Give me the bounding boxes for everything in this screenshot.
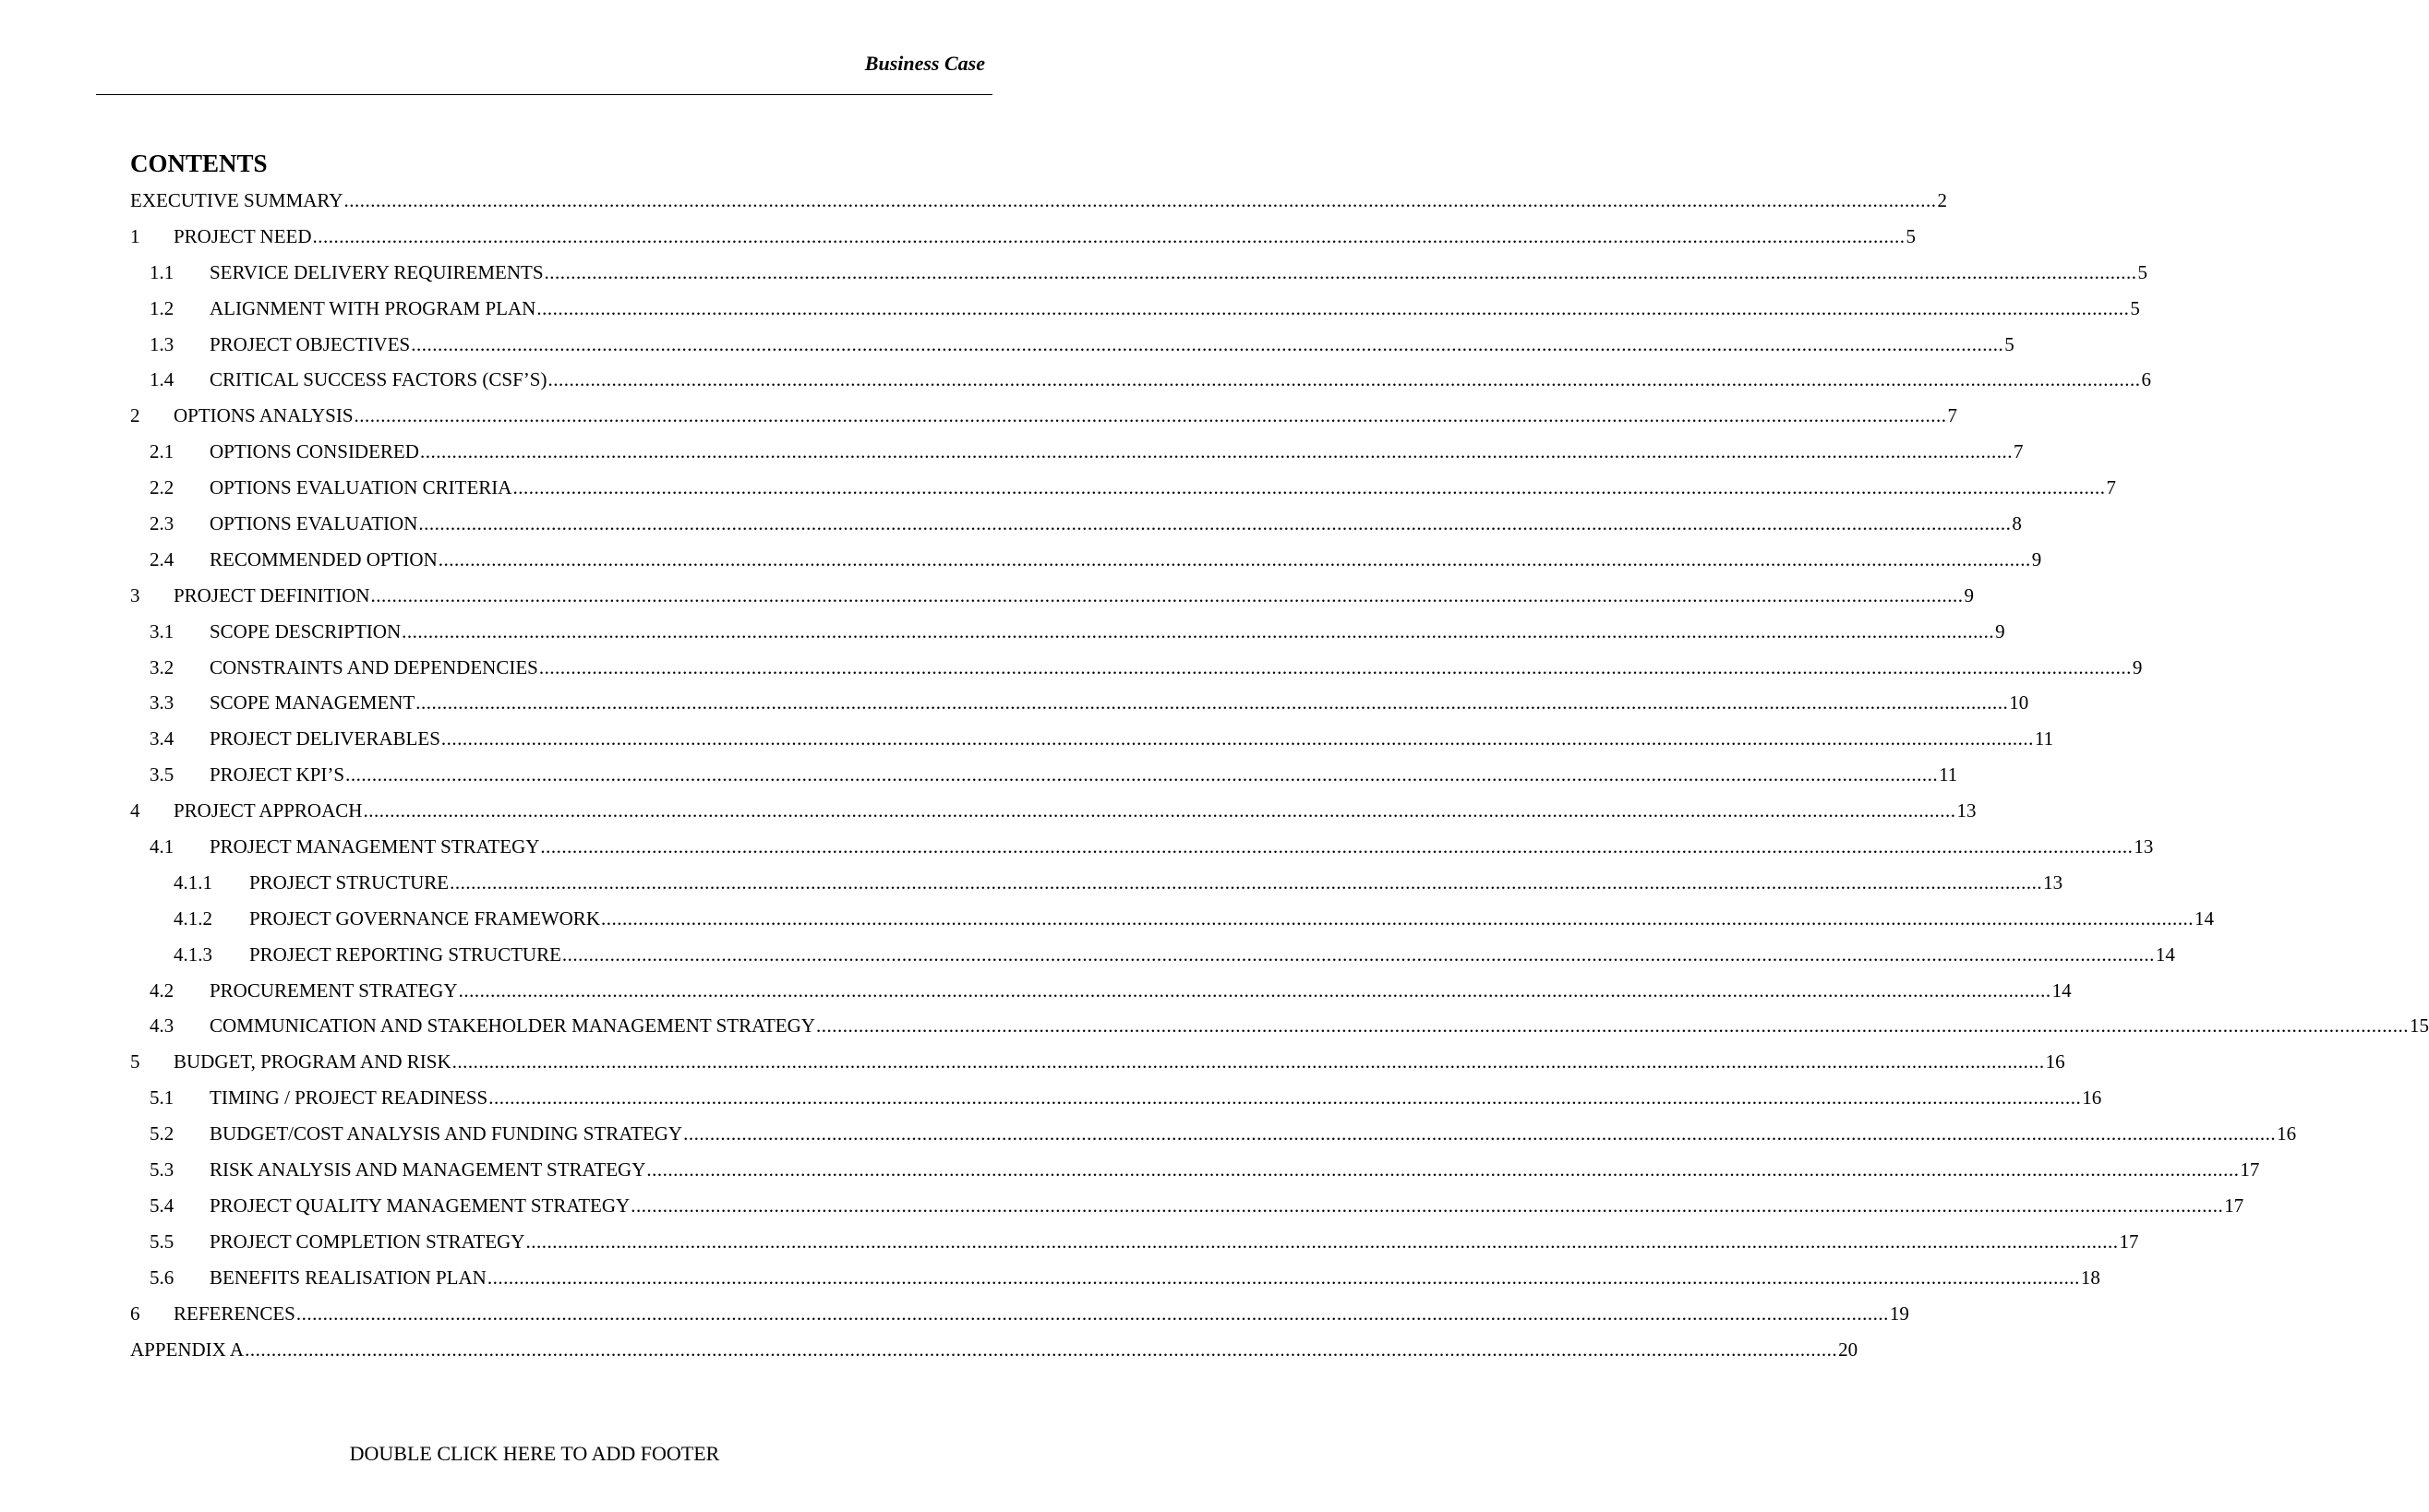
toc-dot-leader: ............................................................................................................................................................................................................................................................................................................ xyxy=(411,332,2004,355)
header-title: Business Case xyxy=(864,52,985,75)
toc-entry-number: 5.1 xyxy=(150,1086,174,1110)
toc-entry-title: APPENDIX A xyxy=(130,1338,245,1361)
toc-entry-number: 2.1 xyxy=(150,440,174,463)
toc-entry[interactable] xyxy=(130,368,2151,404)
footer-placeholder[interactable]: DOUBLE CLICK HERE TO ADD FOOTER xyxy=(349,1442,720,1465)
toc-entry-number: 3.5 xyxy=(150,763,174,786)
toc-dot-leader: ............................................................................................................................................................................................................................................................................................................ xyxy=(512,476,2106,499)
toc-dot-leader: ............................................................................................................................................................................................................................................................................................................ xyxy=(525,1230,2119,1253)
toc-entry-number: 2.4 xyxy=(150,547,174,570)
toc-entry-number: 1.2 xyxy=(150,296,174,319)
toc-entry-title: PROJECT REPORTING STRUCTURE xyxy=(249,942,561,966)
toc-dot-leader: ............................................................................................................................................................................................................................................................................................................ xyxy=(547,368,2141,391)
toc-entry[interactable] xyxy=(130,870,2063,907)
toc-entry-number: 3.4 xyxy=(150,727,174,750)
toc-entry-number: 1.1 xyxy=(150,260,174,283)
toc-dot-leader: ............................................................................................................................................................................................................................................................................................................ xyxy=(295,1302,1889,1325)
toc-entry-page: 11 xyxy=(1939,763,1958,786)
toc-entry[interactable] xyxy=(130,763,1958,799)
toc-entry-page: 14 xyxy=(2051,978,2072,1002)
toc-entry-title: OPTIONS EVALUATION CRITERIA xyxy=(210,476,512,499)
toc-entry[interactable] xyxy=(130,189,1947,225)
toc-entry-number: 1 xyxy=(130,224,140,247)
toc-entry-number: 5.4 xyxy=(150,1194,174,1217)
toc-entry-page: 5 xyxy=(2130,296,2140,319)
toc-entry-page: 9 xyxy=(2031,547,2042,570)
toc-entry-page: 9 xyxy=(2132,655,2143,678)
toc-entry-title: EXECUTIVE SUMMARY xyxy=(130,189,343,211)
toc-entry-number: 3.3 xyxy=(150,691,174,714)
toc-entry-number: 4.1.2 xyxy=(174,906,212,930)
toc-dot-leader: ............................................................................................................................................................................................................................................................................................................ xyxy=(402,619,1995,642)
toc-entry-page: 11 xyxy=(2034,727,2054,750)
toc-entry-title: SERVICE DELIVERY REQUIREMENTS xyxy=(210,260,544,283)
toc-entry-title: PROJECT APPROACH xyxy=(174,799,363,822)
toc-entry-title: PROJECT STRUCTURE xyxy=(249,870,450,894)
toc-entry-title: TIMING / PROJECT READINESS xyxy=(210,1086,488,1110)
toc-entry-page: 20 xyxy=(1838,1338,1858,1361)
toc-entry-number: 4 xyxy=(130,799,140,822)
toc-dot-leader: ............................................................................................................................................................................................................................................................................................................ xyxy=(354,404,1947,427)
toc-entry[interactable] xyxy=(130,691,2029,727)
toc-dot-leader: ............................................................................................................................................................................................................................................................................................................ xyxy=(345,763,1939,786)
toc-entry[interactable] xyxy=(130,440,2024,476)
toc-entry-page: 17 xyxy=(2240,1158,2260,1182)
toc-entry-number: 6 xyxy=(130,1302,140,1325)
toc-entry-page: 2 xyxy=(1937,189,1947,211)
toc-entry-title: RECOMMENDED OPTION xyxy=(210,547,438,570)
toc-dot-leader: ............................................................................................................................................................................................................................................................................................................ xyxy=(536,296,2130,319)
toc-entry-page: 7 xyxy=(2106,476,2116,499)
toc-dot-leader: ............................................................................................................................................................................................................................................................................................................ xyxy=(438,547,2031,570)
toc-entry[interactable] xyxy=(130,835,2154,871)
toc-entry-title: PROJECT DELIVERABLES xyxy=(210,727,440,750)
toc-entry[interactable] xyxy=(130,404,1958,440)
toc-entry-title: PROJECT COMPLETION STRATEGY xyxy=(210,1230,525,1253)
toc-entry[interactable] xyxy=(130,942,2175,979)
toc-entry-page: 5 xyxy=(2004,332,2014,355)
toc-entry[interactable] xyxy=(130,260,2148,297)
toc-entry[interactable] xyxy=(130,1086,2102,1122)
toc-entry-page: 14 xyxy=(2194,906,2214,930)
toc-dot-leader: ............................................................................................................................................................................................................................................................................................................ xyxy=(440,727,2034,750)
toc-entry-title: COMMUNICATION AND STAKEHOLDER MANAGEMENT STRATEGY xyxy=(210,1014,815,1038)
toc-entry-number: 3 xyxy=(130,583,140,606)
toc-entry-number: 5.6 xyxy=(150,1266,174,1289)
toc-entry-title: PROCUREMENT STRATEGY xyxy=(210,978,458,1002)
toc-entry-page: 6 xyxy=(2141,368,2151,391)
toc-dot-leader: ............................................................................................................................................................................................................................................................................................................ xyxy=(363,799,1956,822)
toc-entry-title: PROJECT NEED xyxy=(174,224,312,247)
toc-entry-page: 16 xyxy=(2277,1122,2297,1146)
toc-entry[interactable] xyxy=(130,1338,1858,1374)
toc-entry[interactable] xyxy=(130,476,2116,512)
toc-entry-page: 9 xyxy=(1995,619,2005,642)
toc-dot-leader: ............................................................................................................................................................................................................................................................................................................ xyxy=(600,906,2194,930)
toc-entry-number: 4.1 xyxy=(150,835,174,858)
toc-dot-leader: ............................................................................................................................................................................................................................................................................................................ xyxy=(815,1014,2409,1038)
toc-entry-page: 16 xyxy=(2045,1050,2065,1074)
toc-entry[interactable] xyxy=(130,619,2005,656)
toc-entry-number: 2 xyxy=(130,404,140,427)
toc-entry-number: 2.2 xyxy=(150,476,174,499)
toc-entry-title: BUDGET/COST ANALYSIS AND FUNDING STRATEGY xyxy=(210,1122,683,1146)
toc-entry-title: PROJECT KPI’S xyxy=(210,763,345,786)
toc-entry[interactable] xyxy=(130,1230,2139,1266)
toc-entry-title: CRITICAL SUCCESS FACTORS (CSF’S) xyxy=(210,368,547,391)
toc-dot-leader: ............................................................................................................................................................................................................................................................................................................ xyxy=(370,583,1964,606)
toc-entry-title: PROJECT QUALITY MANAGEMENT STRATEGY xyxy=(210,1194,631,1217)
toc-entry[interactable] xyxy=(130,1014,2429,1050)
toc-entry-page: 8 xyxy=(2012,512,2022,535)
toc-entry-page: 13 xyxy=(2043,870,2063,894)
toc-entry-page: 15 xyxy=(2409,1014,2429,1038)
toc-entry-title: PROJECT GOVERNANCE FRAMEWORK xyxy=(249,906,600,930)
toc-entry-title: BENEFITS REALISATION PLAN xyxy=(210,1266,487,1289)
toc-dot-leader: ............................................................................................................................................................................................................................................................................................................ xyxy=(538,655,2132,678)
toc-entry[interactable] xyxy=(130,1158,2260,1194)
toc-entry-number: 1.3 xyxy=(150,332,174,355)
toc-dot-leader: ............................................................................................................................................................................................................................................................................................................ xyxy=(451,1050,2045,1074)
toc-entry-title: PROJECT DEFINITION xyxy=(174,583,370,606)
toc-dot-leader: ............................................................................................................................................................................................................................................................................................................ xyxy=(646,1158,2240,1182)
toc-dot-leader: ............................................................................................................................................................................................................................................................................................................ xyxy=(415,691,2009,714)
toc-entry-page: 16 xyxy=(2082,1086,2102,1110)
toc-entry[interactable] xyxy=(130,296,2140,333)
toc-entry-title: PROJECT MANAGEMENT STRATEGY xyxy=(210,835,540,858)
toc-entry-page: 13 xyxy=(2134,835,2154,858)
toc-entry-page: 7 xyxy=(2013,440,2024,463)
toc-heading: CONTENTS xyxy=(130,150,268,177)
toc-dot-leader: ............................................................................................................................................................................................................................................................................................................ xyxy=(683,1122,2277,1146)
toc-entry[interactable] xyxy=(130,512,2022,548)
page-header xyxy=(96,44,992,95)
toc-entry-number: 4.1.3 xyxy=(174,942,212,966)
toc-entry-title: OPTIONS ANALYSIS xyxy=(174,404,354,427)
toc-entry-page: 5 xyxy=(2137,260,2148,283)
toc-dot-leader: ............................................................................................................................................................................................................................................................................................................ xyxy=(488,1086,2082,1110)
toc-entry-title: OPTIONS CONSIDERED xyxy=(210,440,419,463)
toc-entry-title: OPTIONS EVALUATION xyxy=(210,512,418,535)
toc-entry-title: BUDGET, PROGRAM AND RISK xyxy=(174,1050,451,1074)
toc-entry-page: 14 xyxy=(2155,942,2175,966)
toc-entry-number: 2.3 xyxy=(150,512,174,535)
toc-entry-title: SCOPE MANAGEMENT xyxy=(210,691,415,714)
toc-entry[interactable] xyxy=(130,1302,1909,1338)
toc-entry-title: RISK ANALYSIS AND MANAGEMENT STRATEGY xyxy=(210,1158,646,1182)
toc-entry[interactable] xyxy=(130,1122,2297,1158)
toc-dot-leader: ............................................................................................................................................................................................................................................................................................................ xyxy=(631,1194,2224,1217)
toc-entry-page: 9 xyxy=(1964,583,1975,606)
toc-entry-number: 4.2 xyxy=(150,978,174,1002)
toc-entry[interactable] xyxy=(130,727,2054,763)
toc-dot-leader: ............................................................................................................................................................................................................................................................................................................ xyxy=(245,1338,1838,1361)
toc-dot-leader: ............................................................................................................................................................................................................................................................................................................ xyxy=(487,1266,2080,1289)
toc-entry-page: 7 xyxy=(1947,404,1958,427)
toc-entry-title: REFERENCES xyxy=(174,1302,295,1325)
toc-entry[interactable] xyxy=(130,224,1917,261)
toc-entry-title: CONSTRAINTS AND DEPENDENCIES xyxy=(210,655,538,678)
toc-entry-page: 18 xyxy=(2080,1266,2100,1289)
toc-entry-number: 3.1 xyxy=(150,619,174,642)
toc-entry-title: ALIGNMENT WITH PROGRAM PLAN xyxy=(210,296,536,319)
toc-entry[interactable] xyxy=(130,655,2143,692)
toc-entry-number: 3.2 xyxy=(150,655,174,678)
toc-dot-leader: ............................................................................................................................................................................................................................................................................................................ xyxy=(418,512,2012,535)
toc-dot-leader: ............................................................................................................................................................................................................................................................................................................ xyxy=(343,189,1937,211)
toc-dot-leader: ............................................................................................................................................................................................................................................................................................................ xyxy=(312,224,1906,247)
toc-entry-page: 17 xyxy=(2119,1230,2139,1253)
toc-dot-leader: ............................................................................................................................................................................................................................................................................................................ xyxy=(544,260,2137,283)
toc-entry-title: PROJECT OBJECTIVES xyxy=(210,332,411,355)
toc-entry[interactable] xyxy=(130,1194,2244,1230)
toc-entry-number: 4.3 xyxy=(150,1014,174,1038)
toc-entry[interactable] xyxy=(130,583,1975,620)
toc-entry[interactable] xyxy=(130,906,2214,943)
toc-entry[interactable] xyxy=(130,799,1977,835)
toc-dot-leader: ............................................................................................................................................................................................................................................................................................................ xyxy=(458,978,2051,1002)
toc-entry-page: 17 xyxy=(2224,1194,2244,1217)
toc-entry[interactable] xyxy=(130,547,2042,584)
toc-entry-title: SCOPE DESCRIPTION xyxy=(210,619,402,642)
toc-entry-page: 10 xyxy=(2009,691,2029,714)
toc-dot-leader: ............................................................................................................................................................................................................................................................................................................ xyxy=(450,870,2043,894)
toc-entry-number: 1.4 xyxy=(150,368,174,391)
toc-entry-page: 5 xyxy=(1906,224,1917,247)
toc-entry-number: 4.1.1 xyxy=(174,870,212,894)
toc-dot-leader: ............................................................................................................................................................................................................................................................................................................ xyxy=(419,440,2013,463)
toc-entry-page: 19 xyxy=(1889,1302,1909,1325)
toc-entry-page: 13 xyxy=(1956,799,1977,822)
toc-entry[interactable] xyxy=(130,1266,2100,1302)
toc-entry[interactable] xyxy=(130,978,2072,1015)
toc-entry-number: 5.5 xyxy=(150,1230,174,1253)
table-of-contents xyxy=(130,189,2429,1374)
toc-entry-number: 5.2 xyxy=(150,1122,174,1146)
toc-dot-leader: ............................................................................................................................................................................................................................................................................................................ xyxy=(540,835,2134,858)
toc-dot-leader: ............................................................................................................................................................................................................................................................................................................ xyxy=(561,942,2155,966)
toc-entry-number: 5 xyxy=(130,1050,140,1074)
toc-entry-number: 5.3 xyxy=(150,1158,174,1182)
toc-entry[interactable] xyxy=(130,332,2014,369)
toc-entry[interactable] xyxy=(130,1050,2065,1086)
